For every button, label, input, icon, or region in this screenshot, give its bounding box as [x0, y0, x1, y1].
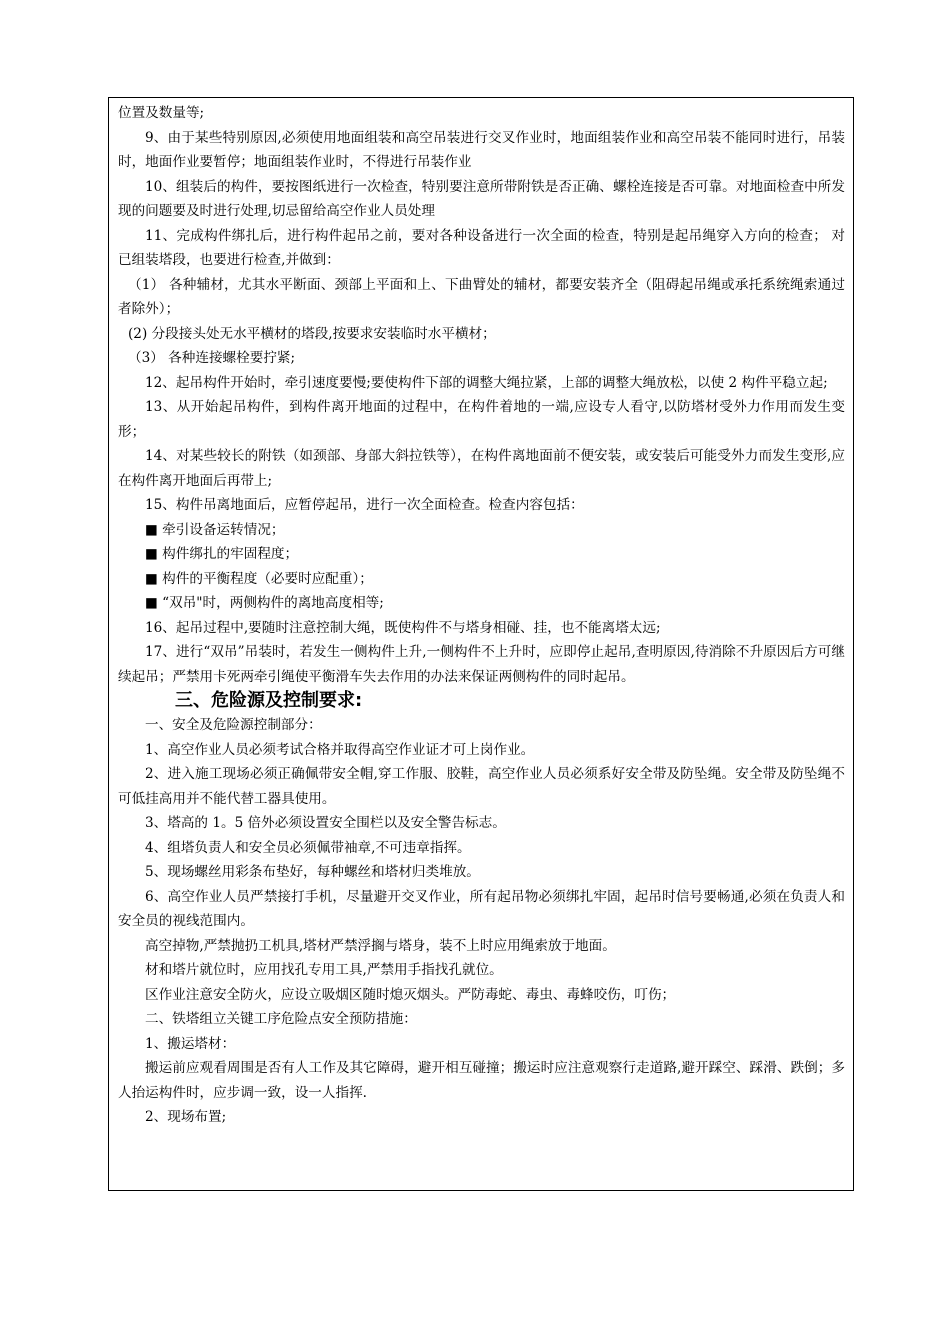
paragraph: 16、起吊过程中,要随时注意控制大绳，既使构件不与塔身相碰、挂，也不能离塔太远;: [145, 619, 661, 636]
paragraph: 9、由于某些特别原因,必须使用地面组装和高空吊装进行交叉作业时，地面组装作业和高空吊装不能同时进行，吊装时，地面作业要暂停；地面组装作业时，不得进行吊装作业: [118, 129, 845, 170]
construction-steps-section: [118, 101, 845, 689]
paragraph: （3） 各种连接螺栓要拧紧;: [128, 350, 296, 366]
paragraph: 搬运前应观看周围是否有人工作及其它障碍，避开相互碰撞；搬运时应注意观察行走道路,避开踩空、踩滑、跌倒；多人抬运构件时，应步调一致，设一人指挥.: [118, 1060, 845, 1101]
paragraph: 1、高空作业人员必须考试合格并取得高空作业证才可上岗作业。: [145, 741, 535, 758]
paragraph: ■ 牵引设备运转情况；: [145, 521, 285, 538]
paragraph: 13、从开始起吊构件，到构件离开地面的过程中，在构件着地的一端,应设专人看守,以防塔材受外力作用而发生变形；: [118, 399, 845, 440]
paragraph: 高空掉物,严禁抛扔工机具,塔材严禁浮搁与塔身，装不上时应用绳索放于地面。: [145, 937, 616, 954]
paragraph: ■ 构件的平衡程度（必要时应配重）；: [145, 570, 373, 587]
paragraph: 4、组塔负责人和安全员必须佩带袖章,不可违章指挥。: [145, 839, 471, 856]
paragraph: 6、高空作业人员严禁接打手机，尽量避开交叉作业，所有起吊物必须绑扎牢固，起吊时信号要畅通,必须在负责人和安全员的视线范围内。: [118, 888, 845, 929]
paragraph: 区作业注意安全防火，应设立吸烟区随时熄灭烟头。严防毒蛇、毒虫、毒蜂咬伤，叮伤；: [145, 986, 676, 1003]
paragraph: 二、铁塔组立关键工序危险点安全预防措施：: [145, 1011, 417, 1027]
hazard-control-section: [118, 713, 845, 1130]
section-heading: 三、危险源及控制要求:: [175, 690, 363, 711]
paragraph: 14、对某些较长的附铁（如颈部、身部大斜拉铁等），在构件离地面前不便安装，或安装后可能受外力而发生变形,应在构件离开地面后再带上;: [118, 448, 845, 489]
paragraph: 材和塔片就位时，应用找孔专用工具,严禁用手指找孔就位。: [145, 962, 503, 978]
paragraph: 10、组装后的构件，要按图纸进行一次检查，特别要注意所带附铁是否正确、螺栓连接是否可靠。对地面检查中所发现的问题要及时进行处理,切忌留给高空作业人员处理: [118, 178, 845, 219]
paragraph: 2、进入施工现场必须正确佩带安全帽,穿工作服、胶鞋，高空作业人员必须系好安全带及防坠绳。安全带及防坠绳不可低挂高用并不能代替工器具使用。: [118, 766, 845, 807]
paragraph: 17、进行“双吊”吊装时，若发生一侧构件上升,一侧构件不上升时，应即停止起吊,查明原因,待消除不升原因后方可继续起吊；严禁用卡死两牵引绳使平衡滑车失去作用的办法来保证两侧构件的同时起吊。: [118, 644, 845, 685]
paragraph: 12、起吊构件开始时，牵引速度要慢;要使构件下部的调整大绳拉紧，上部的调整大绳放松，以使 2 构件平稳立起;: [145, 374, 828, 391]
paragraph: ■ 构件绑扎的牢固程度；: [145, 546, 299, 562]
paragraph: 1、搬运塔材：: [145, 1035, 236, 1052]
paragraph: 15、构件吊离地面后，应暂停起吊，进行一次全面检查。检查内容包括：: [145, 497, 584, 513]
paragraph: 位置及数量等;: [118, 105, 205, 121]
document-table-cell: [108, 97, 854, 1191]
paragraph: 2、现场布置;: [145, 1109, 227, 1125]
paragraph: （1） 各种辅材，尤其水平断面、颈部上平面和上、下曲臂处的辅材，都要安装齐全（阻碍起吊绳或承托系统绳索通过者除外）；: [118, 276, 845, 317]
paragraph: 3、塔高的 1。5 倍外必须设置安全围栏以及安全警告标志。: [145, 815, 506, 831]
paragraph: 一、安全及危险源控制部分：: [145, 717, 322, 733]
paragraph: 5、现场螺丝用彩条布垫好，每种螺丝和塔材归类堆放。: [145, 864, 480, 880]
paragraph: ■ “双吊"时，两侧构件的离地高度相等;: [145, 595, 384, 611]
paragraph: 11、完成构件绑扎后，进行构件起吊之前，要对各种设备进行一次全面的检查，特别是起吊绳穿入方向的检查； 对已组装塔段，也要进行检查,并做到：: [118, 227, 845, 268]
paragraph: (2) 分段接头处无水平横材的塔段,按要求安装临时水平横材；: [128, 325, 496, 342]
